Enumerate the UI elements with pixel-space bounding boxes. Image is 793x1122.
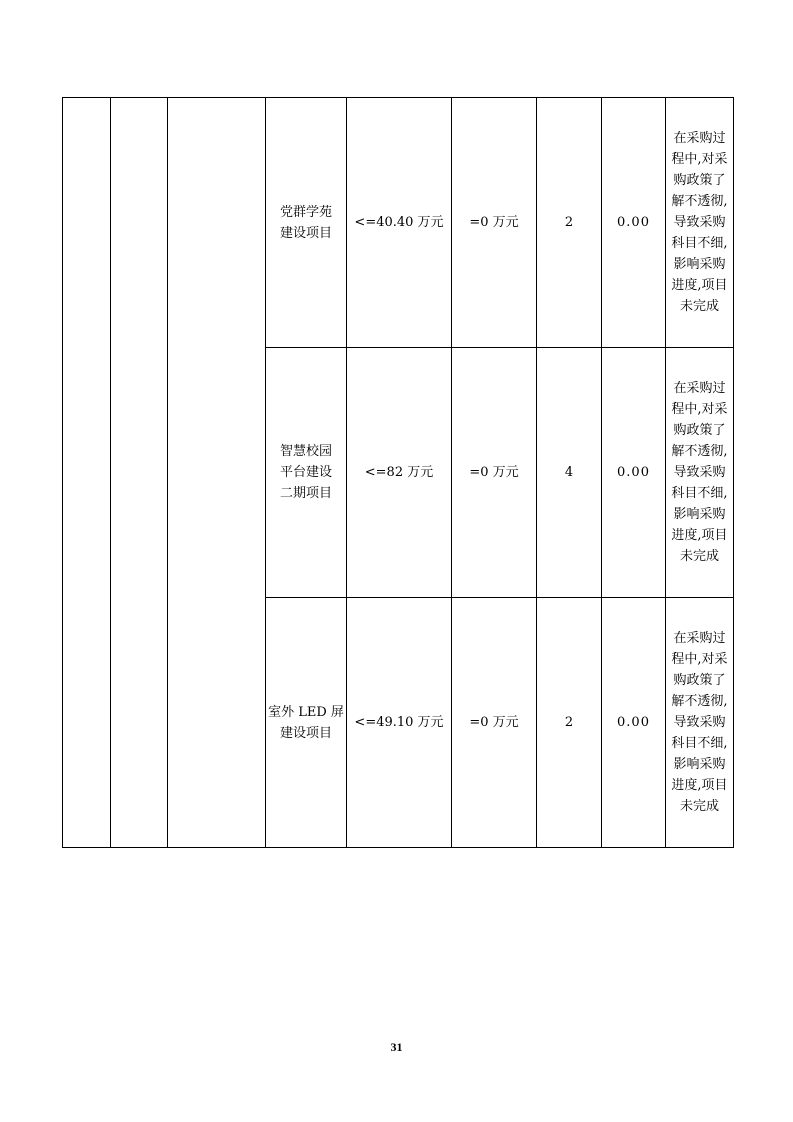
project-name-cell	[266, 348, 347, 598]
reason-text: 在采购过程中,对采购政策了解不透彻,导致采购科目不细,影响采购进度,项目未完成	[671, 631, 728, 814]
reason-text: 在采购过程中,对采购政策了解不透彻,导致采购科目不细,影响采购进度,项目未完成	[671, 381, 728, 564]
merged-indicator-cell	[168, 98, 266, 848]
project-name-line: 平台建设	[279, 465, 332, 480]
project-name-line: 党群学苑	[279, 204, 332, 220]
reason-text: 在采购过程中,对采购政策了解不透彻,导致采购科目不细,影响采购进度,项目未完成	[671, 131, 728, 314]
reason-cell	[666, 598, 734, 848]
project-name-line: 二期项目	[279, 486, 332, 501]
project-name-line: 室外 LED 屏	[268, 704, 344, 720]
actual-value-cell: =0 万元	[452, 98, 537, 348]
reason-cell	[666, 348, 734, 598]
weight-cell: 2	[537, 598, 602, 848]
reason-cell	[666, 98, 734, 348]
project-name-line: 建设项目	[279, 725, 332, 741]
actual-value-cell: =0 万元	[452, 598, 537, 848]
project-name-line: 智慧校园	[279, 444, 332, 459]
project-name-cell	[266, 598, 347, 848]
page-number: 31	[390, 1040, 403, 1054]
performance-table	[62, 97, 734, 848]
merged-category-cell-2	[111, 98, 168, 848]
target-value-cell: <=40.40 万元	[347, 98, 452, 348]
score-cell: 0.00	[602, 98, 666, 348]
project-name-line: 建设项目	[279, 225, 332, 241]
target-value-cell: <=49.10 万元	[347, 598, 452, 848]
score-cell: 0.00	[602, 598, 666, 848]
target-value-cell: <=82 万元	[347, 348, 452, 598]
merged-category-cell-1	[63, 98, 111, 848]
actual-value-cell: =0 万元	[452, 348, 537, 598]
weight-cell: 2	[537, 98, 602, 348]
score-cell: 0.00	[602, 348, 666, 598]
weight-cell: 4	[537, 348, 602, 598]
table-row	[63, 98, 734, 348]
project-name-cell	[266, 98, 347, 348]
